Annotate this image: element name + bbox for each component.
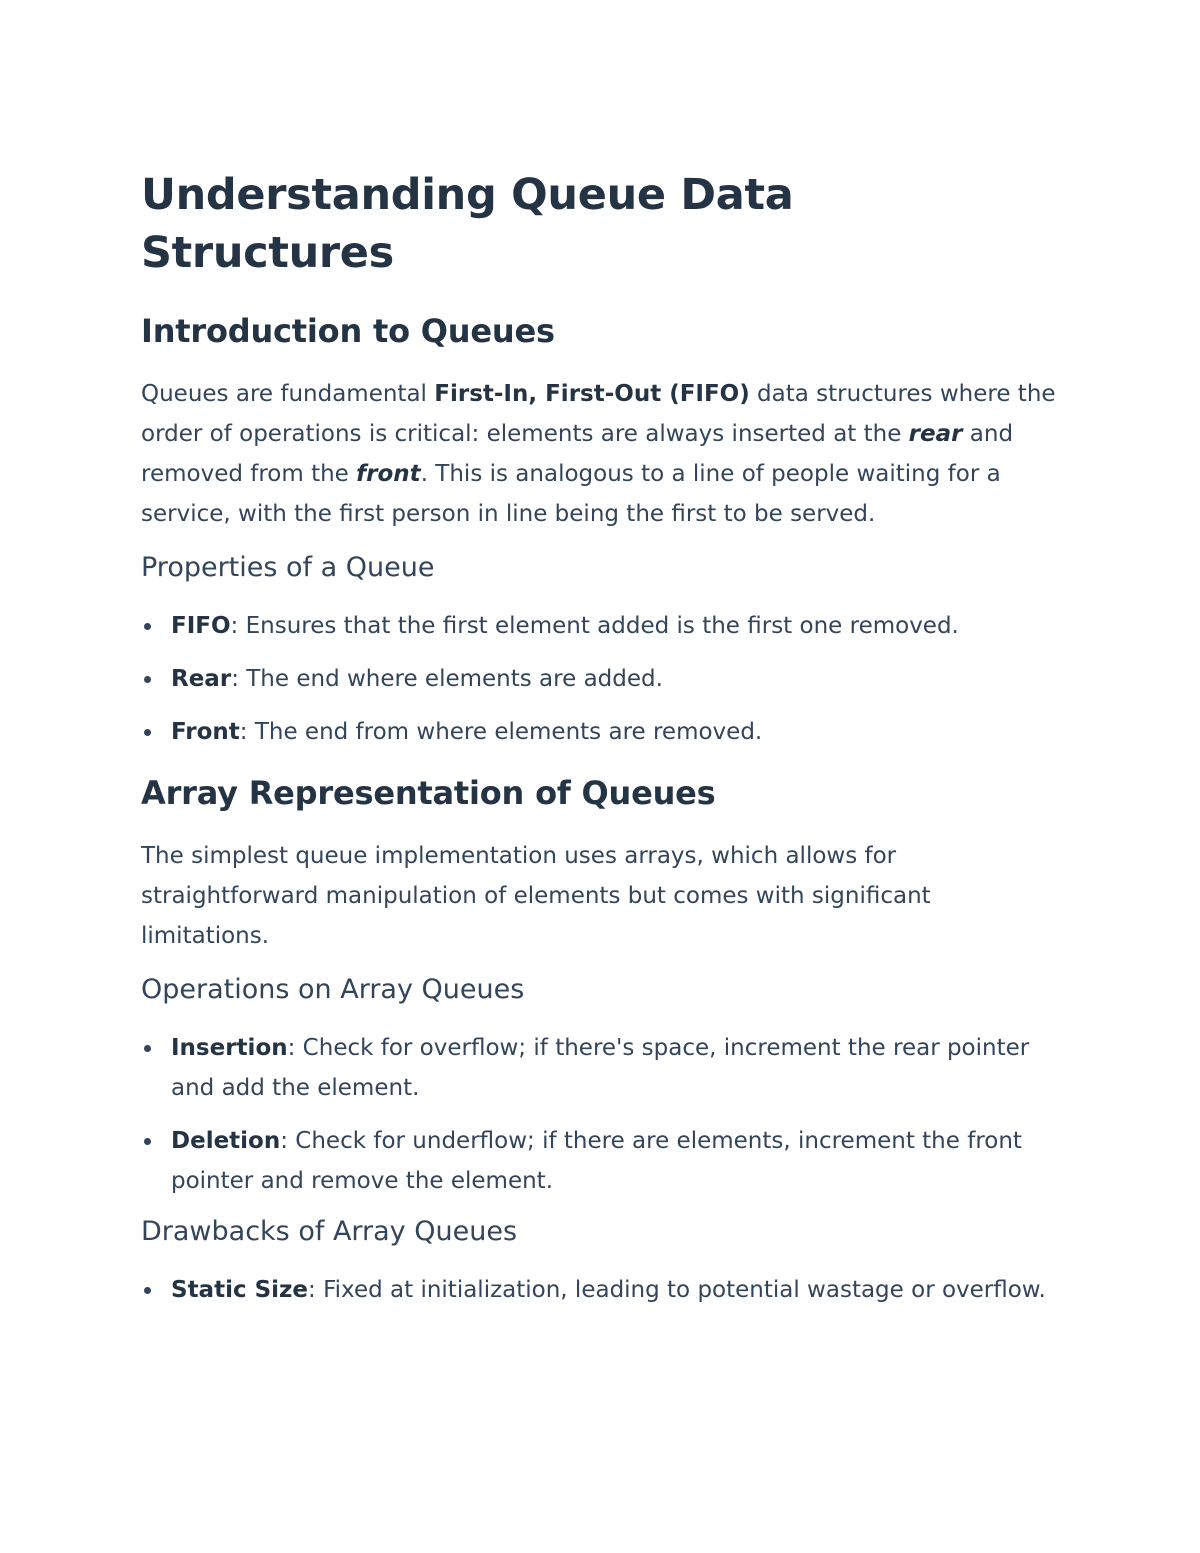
intro-bold-fifo: First-In, First-Out (FIFO) xyxy=(434,381,750,407)
list-item xyxy=(141,712,1060,752)
list-item-desc: : Check for underflow; if there are elements, increment the front pointer and remove the element. xyxy=(171,1128,1022,1194)
subsection-heading-operations: Operations on Array Queues xyxy=(141,974,525,1005)
intro-text-1: Queues are fundamental xyxy=(141,381,435,407)
page-title: Understanding Queue Data Structures xyxy=(141,170,794,278)
intro-text-3: and removed from the xyxy=(141,421,1014,487)
list-item xyxy=(141,1028,1060,1108)
intro-text-2: data structures where the order of operations is critical: elements are always inserted at the xyxy=(141,381,1056,447)
list-item-term: FIFO xyxy=(171,613,231,639)
operations-list xyxy=(141,1028,1060,1201)
list-item-term: Insertion xyxy=(171,1035,288,1061)
list-item-desc: : Ensures that the first element added is the first one removed. xyxy=(230,613,959,639)
subsection-heading-properties: Properties of a Queue xyxy=(141,552,435,583)
list-item-term: Deletion xyxy=(171,1128,281,1154)
intro-emphasis-rear: rear xyxy=(908,421,963,447)
properties-list xyxy=(141,606,1060,752)
list-item xyxy=(141,1121,1060,1201)
list-item-desc: : The end from where elements are removed. xyxy=(239,719,763,745)
list-item-desc: : Check for overflow; if there's space, increment the rear pointer and add the element. xyxy=(171,1035,1030,1101)
subsection-heading-drawbacks: Drawbacks of Array Queues xyxy=(141,1216,518,1247)
list-item-desc: : Fixed at initialization, leading to potential wastage or overflow. xyxy=(308,1277,1046,1303)
drawbacks-list xyxy=(141,1270,1060,1310)
section-heading-array-representation: Array Representation of Queues xyxy=(141,774,716,812)
array-paragraph: The simplest queue implementation uses arrays, which allows for straightforward manipulation of elements but comes with significant limitations. xyxy=(141,843,931,949)
intro-paragraph xyxy=(141,374,1060,534)
intro-emphasis-front: front xyxy=(356,461,421,487)
list-item-term: Static Size xyxy=(171,1277,309,1303)
list-item-term: Front xyxy=(171,719,240,745)
list-item-desc: : The end where elements are added. xyxy=(231,666,663,692)
intro-text-4: . This is analogous to a line of people waiting for a service, with the first person in line being the first to be served. xyxy=(141,461,1001,527)
list-item xyxy=(141,606,1060,646)
section-heading-introduction: Introduction to Queues xyxy=(141,312,555,350)
list-item xyxy=(141,1270,1060,1310)
list-item xyxy=(141,659,1060,699)
list-item-term: Rear xyxy=(171,666,232,692)
